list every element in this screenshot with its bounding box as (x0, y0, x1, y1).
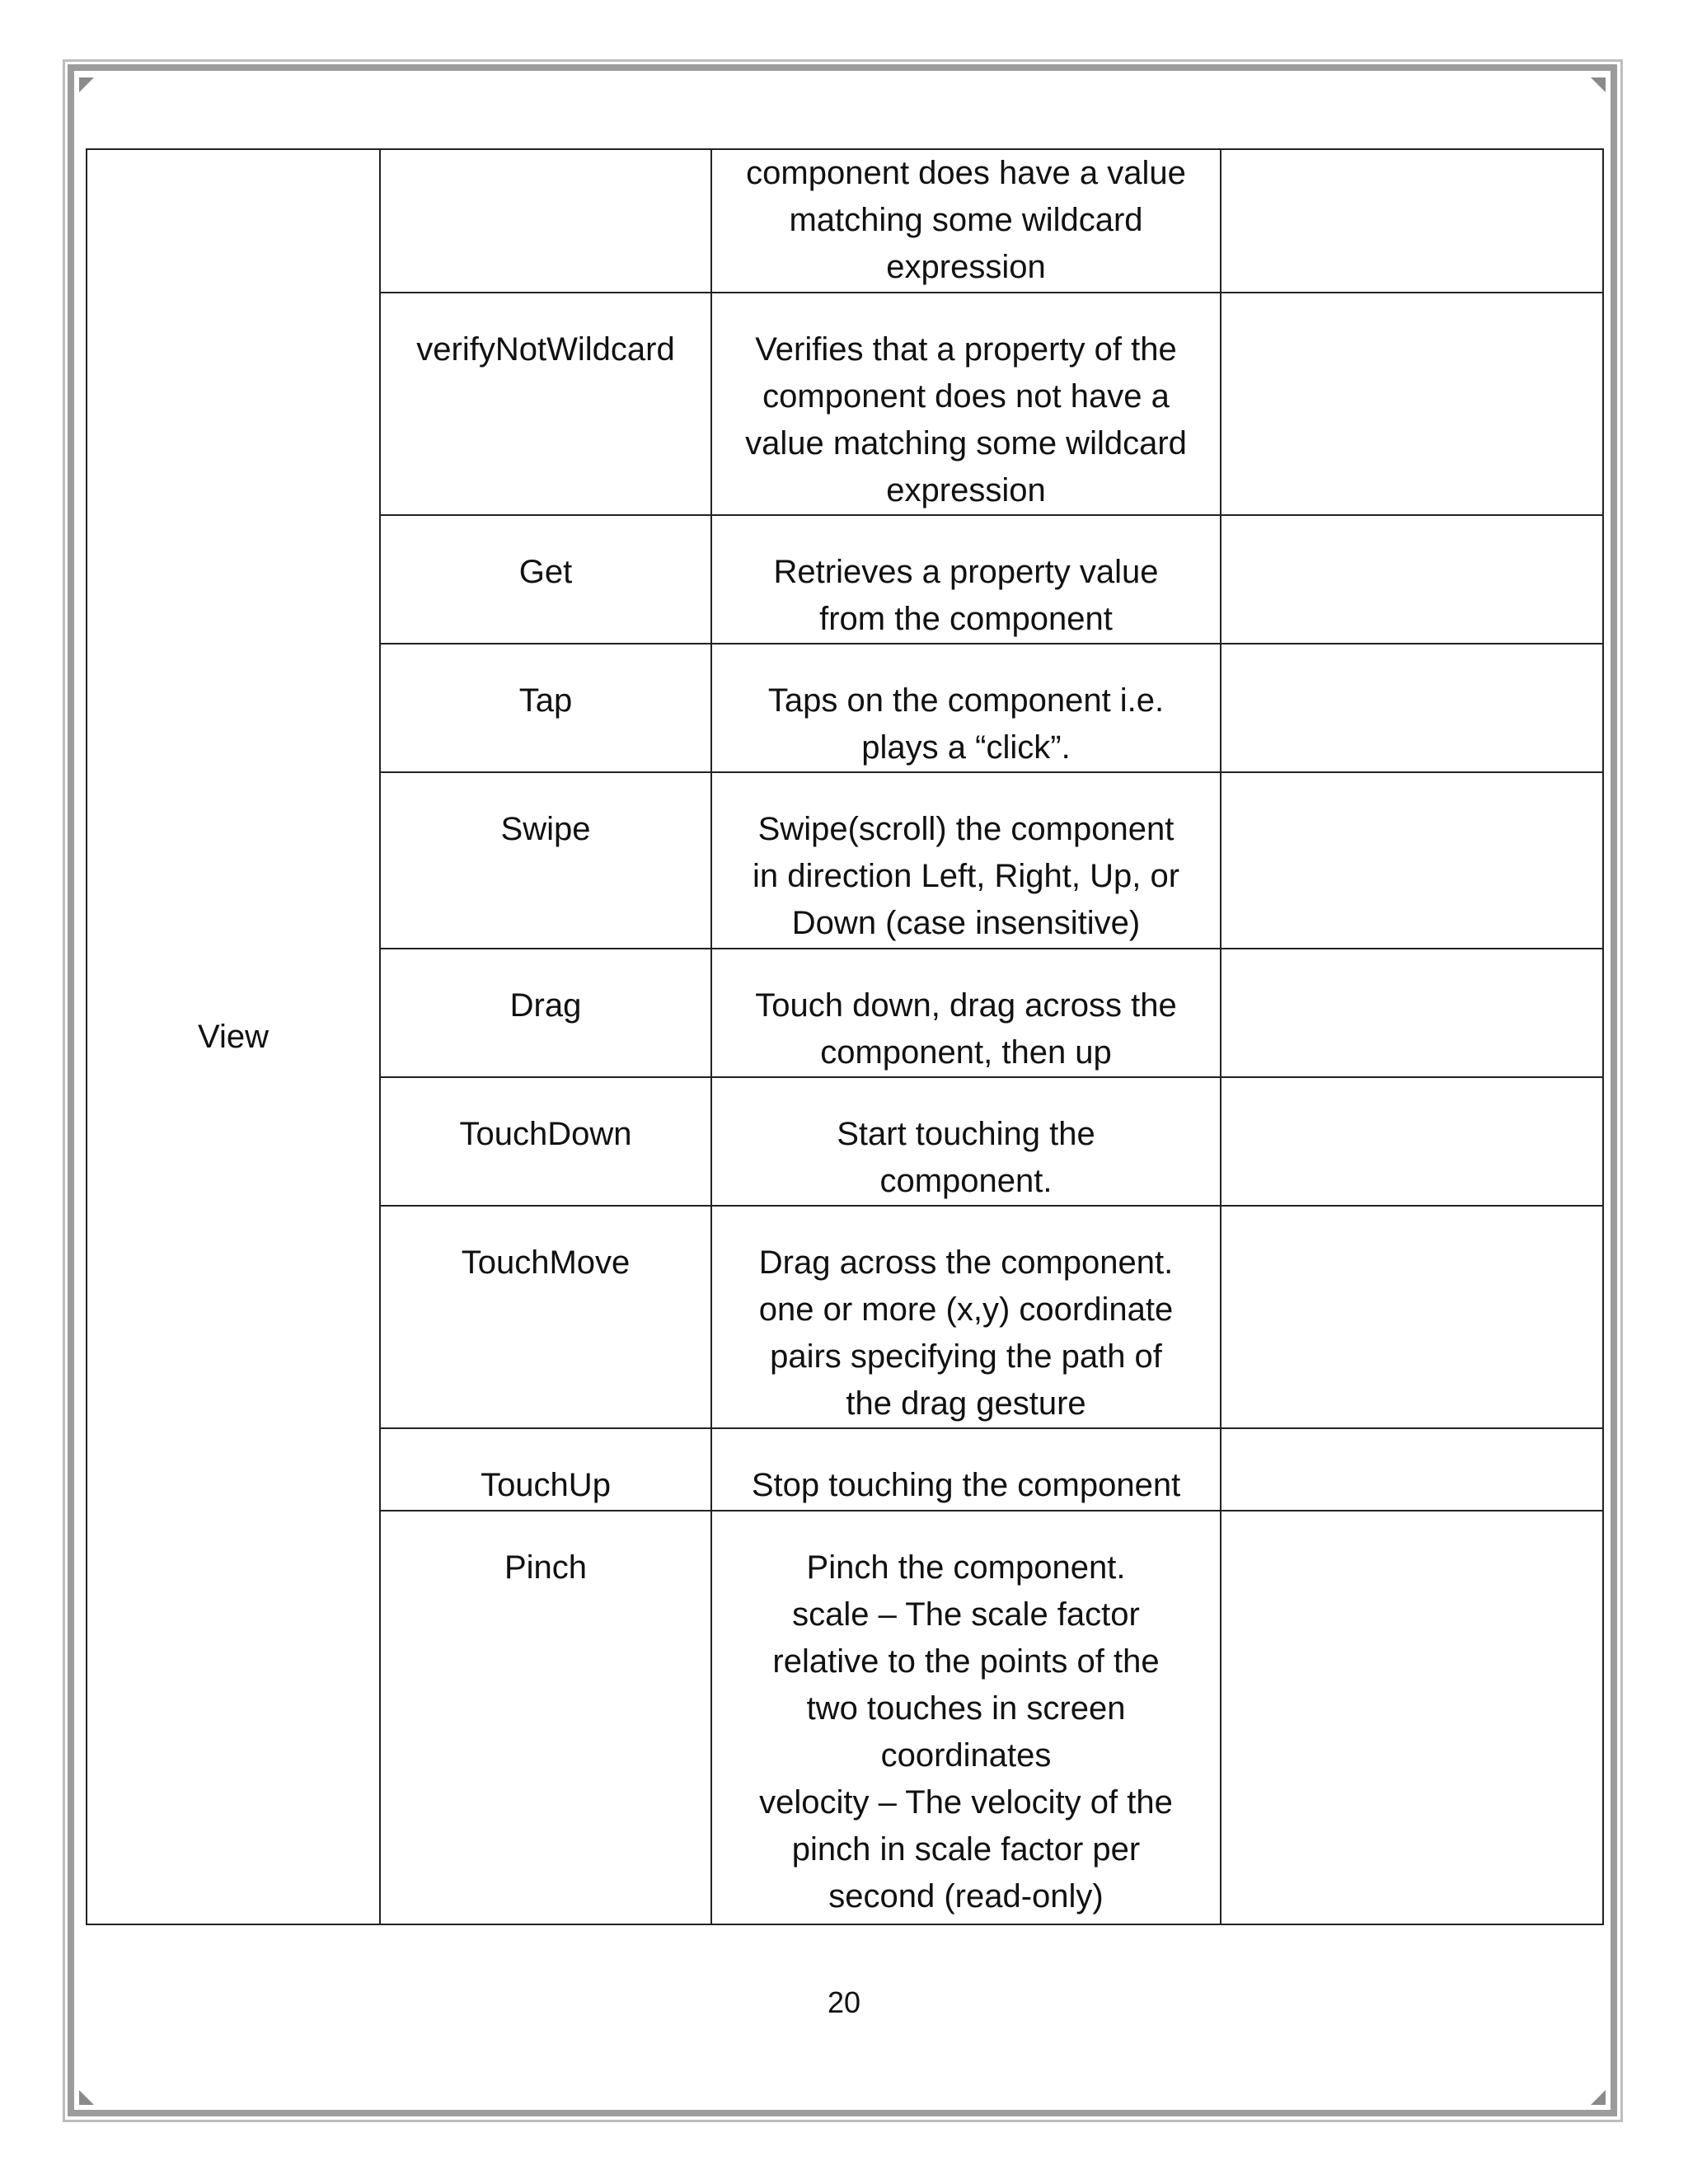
corner-ornament-top-left (79, 77, 94, 92)
page-frame-bottom (68, 2110, 1617, 2116)
page-frame-right (1611, 64, 1617, 2116)
method-name-cell: Tap (380, 644, 711, 772)
methods-table (86, 148, 1604, 1925)
method-description-cell: component does have a value matching some wildcard expression (711, 149, 1221, 293)
method-description-cell: Retrieves a property value from the component (711, 515, 1221, 644)
corner-ornament-top-right (1591, 77, 1606, 92)
page-border-right (1620, 59, 1623, 2122)
method-description-cell: Start touching the component. (711, 1077, 1221, 1206)
page-border-bottom (64, 2120, 1620, 2122)
empty-cell (1221, 949, 1603, 1077)
method-name-cell: Drag (380, 949, 711, 1077)
empty-cell (1221, 293, 1603, 515)
method-description-cell: Stop touching the component (711, 1428, 1221, 1511)
method-description-cell: Verifies that a property of the component does not have a value matching some wildcard expression (711, 293, 1221, 515)
methods-table-body (87, 149, 1603, 1924)
page-border-top (64, 59, 1620, 62)
empty-cell (1221, 644, 1603, 772)
category-cell: View (87, 149, 380, 1924)
page-frame-top (68, 64, 1617, 71)
empty-cell (1221, 149, 1603, 293)
page-frame-left (68, 64, 74, 2116)
empty-cell (1221, 772, 1603, 949)
page-number: 20 (827, 1985, 861, 2019)
corner-ornament-bottom-right (1591, 2090, 1606, 2105)
page-border-left (63, 59, 65, 2122)
empty-cell (1221, 1511, 1603, 1924)
method-name-cell: TouchMove (380, 1206, 711, 1428)
method-description-cell: Drag across the component. one or more (x,y) coordinate pairs specifying the path of the drag gesture (711, 1206, 1221, 1428)
corner-ornament-bottom-left (79, 2090, 94, 2105)
empty-cell (1221, 1077, 1603, 1206)
method-description-cell: Swipe(scroll) the component in direction Left, Right, Up, or Down (case insensitive) (711, 772, 1221, 949)
method-name-cell: TouchDown (380, 1077, 711, 1206)
method-description-cell: Pinch the component. scale – The scale factor relative to the points of the two touches in screen coordinates velocity – The velocity of the pinch in scale factor per second (read-only) (711, 1511, 1221, 1924)
method-name-cell: Get (380, 515, 711, 644)
method-name-cell (380, 149, 711, 293)
method-name-cell: verifyNotWildcard (380, 293, 711, 515)
method-description-cell: Taps on the component i.e. plays a “click”. (711, 644, 1221, 772)
empty-cell (1221, 1206, 1603, 1428)
empty-cell (1221, 515, 1603, 644)
empty-cell (1221, 1428, 1603, 1511)
method-description-cell: Touch down, drag across the component, then up (711, 949, 1221, 1077)
table-row (87, 149, 1603, 293)
method-name-cell: Pinch (380, 1511, 711, 1924)
method-name-cell: TouchUp (380, 1428, 711, 1511)
method-name-cell: Swipe (380, 772, 711, 949)
